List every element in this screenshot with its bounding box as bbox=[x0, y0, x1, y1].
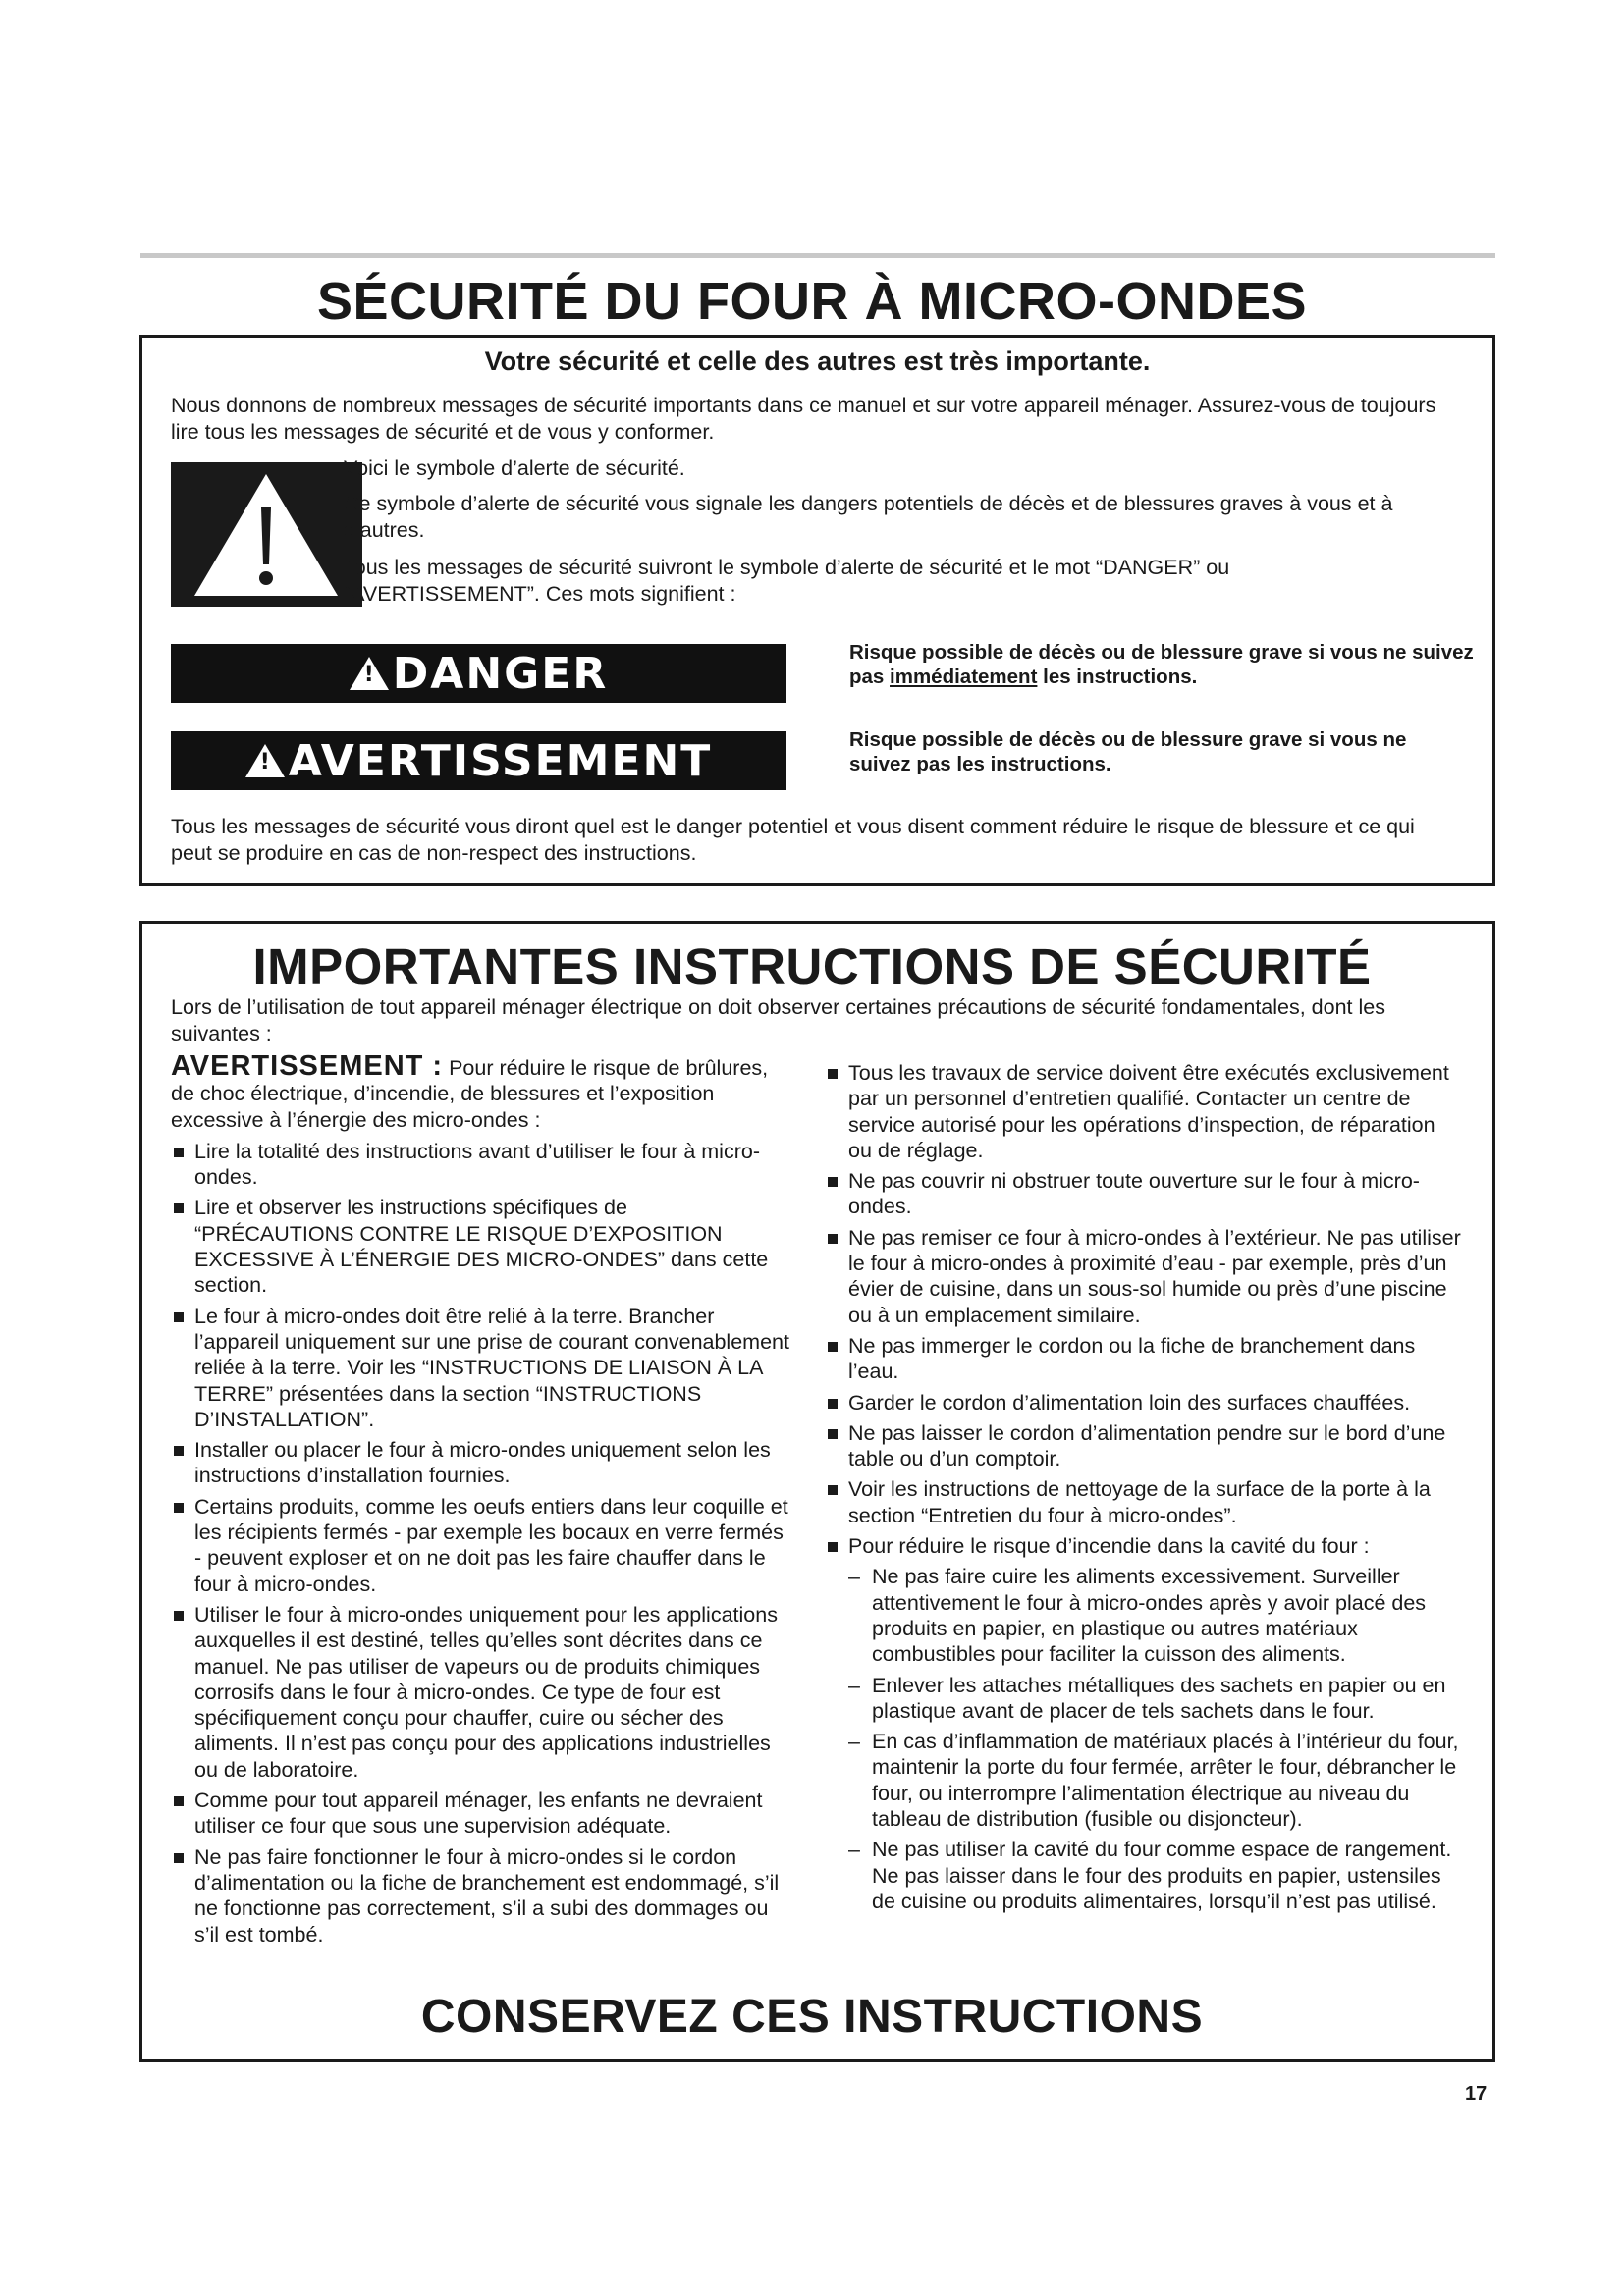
right-bullet-list bbox=[825, 1060, 1463, 1914]
list-item: Utiliser le four à micro-ondes uniquement pour les applications auxquelles il est destiné, telles qu’elles sont décrites dans ce manuel. Ne pas utiliser de vapeurs ou de produits chimiques corrosifs dans le four à micro-ondes. Ce type de four est spécifiquement conçu pour chauffer, cuire ou sécher des aliments. Il n’est pas conçu pour des applications industrielles ou de laboratoire. bbox=[171, 1602, 789, 1783]
left-bullet-list bbox=[171, 1139, 789, 1948]
safety-closing-text: Tous les messages de sécurité vous diront quel est le danger potentiel et vous disent comment réduire le risque de blessure et ce qui peut se produire en cas de non-respect des instructions. bbox=[171, 815, 1415, 865]
danger-label: DANGER bbox=[392, 648, 609, 699]
avertissement-label-bar bbox=[171, 731, 786, 790]
danger-description bbox=[849, 640, 1478, 689]
danger-desc-emphasis: immédiatement bbox=[890, 666, 1038, 688]
alert-words-text: Tous les messages de sécurité suivront le symbole d’alerte de sécurité et le mot “DANGER” ou “AVERTISSEMENT”. Ces mots signifient : bbox=[344, 556, 1230, 606]
avertissement-word: AVERTISSEMENT : bbox=[171, 1050, 444, 1082]
save-instructions-title: CONSERVEZ CES INSTRUCTIONS bbox=[420, 1991, 1204, 2043]
alert-triangle-icon bbox=[245, 744, 285, 777]
sub-list-item: – En cas d’inflammation de matériaux placés à l’intérieur du four, maintenir la porte du four fermée, arrêter le four, débrancher le four, ou interrompre l’alimentation électrique au niveau du tableau de distribution (fusible ou disjoncteur). bbox=[848, 1729, 1463, 1832]
list-item: Comme pour tout appareil ménager, les enfants ne devraient utiliser ce four que sous une supervision adéquate. bbox=[171, 1788, 789, 1840]
alert-symbol-text: Voici le symbole d’alerte de sécurité. bbox=[344, 456, 685, 480]
list-item: Ne pas couvrir ni obstruer toute ouverture sur le four à micro-ondes. bbox=[825, 1168, 1463, 1220]
section-title-important-instructions: IMPORTANTES INSTRUCTIONS DE SÉCURITÉ bbox=[252, 938, 1372, 994]
page-number: 17 bbox=[1465, 2083, 1488, 2105]
list-item: Lire et observer les instructions spécifiques de “PRÉCAUTIONS CONTRE LE RISQUE D’EXPOSITION EXCESSIVE À L’ÉNERGIE DES MICRO-ONDES” dans cette section. bbox=[171, 1195, 789, 1298]
danger-desc-part: les instructions. bbox=[1037, 666, 1198, 688]
alert-triangle-icon bbox=[350, 657, 389, 690]
list-item: Lire la totalité des instructions avant d’utiliser le four à micro-ondes. bbox=[171, 1139, 789, 1191]
danger-label-bar bbox=[171, 644, 786, 703]
safety-subtitle: Votre sécurité et celle des autres est très importante. bbox=[484, 347, 1151, 376]
sub-list-item: – Ne pas faire cuire les aliments excessivement. Surveiller attentivement le four à micro-ondes après y avoir placé des produits en papier, en plastique ou autres matériaux combustibles pour faciliter la cuisson des aliments. bbox=[848, 1564, 1463, 1667]
list-item: Ne pas remiser ce four à micro-ondes à l’extérieur. Ne pas utiliser le four à micro-ondes à proximité d’eau - par exemple, près d’un évier de cuisine, dans un sous-sol humide ou près d’une piscine ou à un emplacement similaire. bbox=[825, 1225, 1463, 1328]
sub-list-item: – Enlever les attaches métalliques des sachets en papier ou en plastique avant de placer de tels sachets dans le four. bbox=[848, 1673, 1463, 1725]
list-item: Tous les travaux de service doivent être exécutés exclusivement par un personnel d’entretien qualifié. Contacter un centre de service autorisé pour les opérations d’inspection, de réparation ou de réglage. bbox=[825, 1060, 1463, 1163]
avertissement-label: AVERTISSEMENT bbox=[288, 735, 713, 786]
list-item: Le four à micro-ondes doit être relié à la terre. Brancher l’appareil uniquement sur une prise de courant convenablement reliée à la terre. Voir les “INSTRUCTIONS DE LIAISON À LA TERRE” présentées dans la section “INSTRUCTIONS D’INSTALLATION”. bbox=[171, 1304, 789, 1432]
warning-triangle-icon bbox=[171, 462, 362, 607]
instructions-left-column bbox=[171, 1050, 789, 1952]
list-item: Garder le cordon d’alimentation loin des surfaces chauffées. bbox=[825, 1390, 1463, 1415]
safety-intro-text: Nous donnons de nombreux messages de sécurité importants dans ce manuel et sur votre appareil ménager. Assurez-vous de toujours lire tous les messages de sécurité et de vous y conformer. bbox=[171, 394, 1436, 444]
list-item: Certains produits, comme les oeufs entiers dans leur coquille et les récipients fermés - par exemple les bocaux en verre fermés - peuvent exploser et on ne doit pas les faire chauffer dans le four à micro-ondes. bbox=[171, 1494, 789, 1597]
top-rule bbox=[140, 253, 1495, 258]
instructions-intro: Lors de l’utilisation de tout appareil ménager électrique on doit observer certaines précautions de sécurité fondamentales, dont les suivantes : bbox=[171, 995, 1385, 1045]
avertissement-description: Risque possible de décès ou de blessure grave si vous ne suivez pas les instructions. bbox=[849, 728, 1407, 775]
list-item: Voir les instructions de nettoyage de la surface de la porte à la section “Entretien du four à micro-ondes”. bbox=[825, 1476, 1463, 1528]
instructions-right-column bbox=[825, 1060, 1463, 1919]
sub-list-item: – Ne pas utiliser la cavité du four comme espace de rangement. Ne pas laisser dans le four des produits en papier, ustensiles de cuisine ou produits alimentaires, lorsqu’il n’est pas utilisé. bbox=[848, 1837, 1463, 1914]
avertissement-lead bbox=[171, 1050, 789, 1133]
avertissement-lead-text: Pour réduire le risque de brûlures, de choc électrique, d’incendie, de blessures et l’exposition excessive à l’énergie des micro-ondes : bbox=[171, 1056, 769, 1132]
alert-symbol-desc: Ce symbole d’alerte de sécurité vous signale les dangers potentiels de décès et de blessures graves à vous et à d’autres. bbox=[344, 492, 1393, 542]
list-item: Ne pas immerger le cordon ou la fiche de branchement dans l’eau. bbox=[825, 1333, 1463, 1385]
list-item: Pour réduire le risque d’incendie dans la cavité du four : bbox=[825, 1533, 1463, 1559]
danger-desc-part: Risque possible de décès ou de blessure grave si vous ne suivez pas bbox=[849, 641, 1474, 688]
list-item: Ne pas faire fonctionner le four à micro-ondes si le cordon d’alimentation ou la fiche de branchement est endommagé, s’il ne fonctionne pas correctement, s’il a subi des dommages ou s’il est tombé. bbox=[171, 1844, 789, 1948]
section-title-microwave-safety: SÉCURITÉ DU FOUR À MICRO-ONDES bbox=[316, 272, 1307, 331]
list-item: Ne pas laisser le cordon d’alimentation pendre sur le bord d’une table ou d’un comptoir. bbox=[825, 1420, 1463, 1472]
safety-alert-symbol bbox=[171, 462, 362, 607]
list-item: Installer ou placer le four à micro-ondes uniquement selon les instructions d’installation fournies. bbox=[171, 1437, 789, 1489]
